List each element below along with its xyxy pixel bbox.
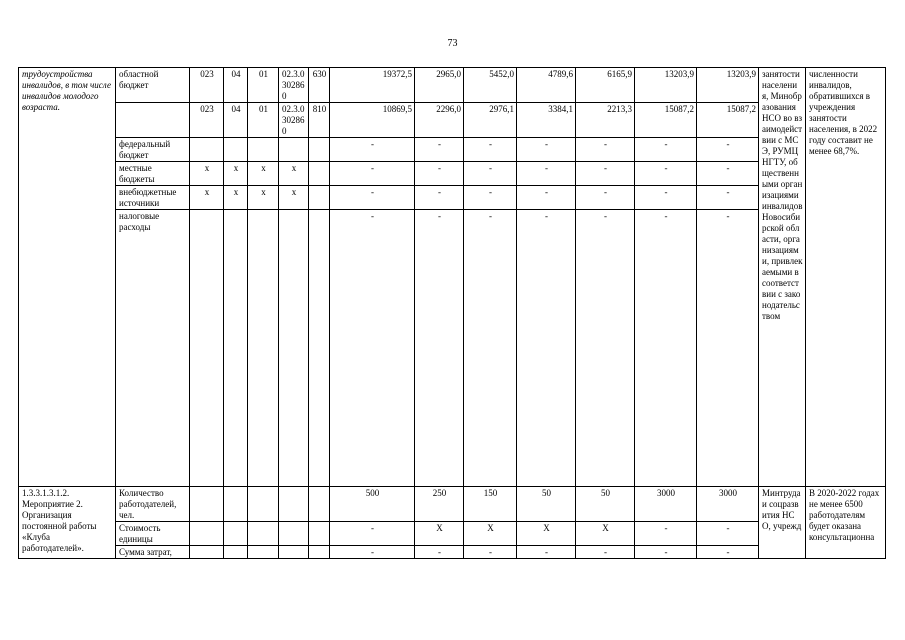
cell [190, 210, 224, 487]
cell: - [635, 162, 697, 186]
cell [190, 522, 224, 546]
cell: Х [576, 522, 635, 546]
cell: - [517, 138, 576, 162]
cell: х [190, 186, 224, 210]
cell [279, 546, 309, 559]
cell: х [279, 186, 309, 210]
cell: - [517, 186, 576, 210]
cell: х [190, 162, 224, 186]
cell: 6165,9 [576, 68, 635, 103]
executor: Минтруда и соцразвития НСО, учрежд [759, 487, 806, 559]
cell [279, 487, 309, 522]
indicator-label: Сумма затрат, [116, 546, 190, 559]
cell: - [517, 210, 576, 487]
cell: - [330, 210, 415, 487]
cell: 023 [190, 68, 224, 103]
cell: Х [517, 522, 576, 546]
cell: х [224, 162, 248, 186]
cell: - [415, 186, 464, 210]
cell: - [576, 210, 635, 487]
cell: 50 [576, 487, 635, 522]
table-row [19, 68, 886, 103]
funding-source: федеральный бюджет [116, 138, 190, 162]
indicator-label: Количество работодателей, чел. [116, 487, 190, 522]
funding-source: местные бюджеты [116, 162, 190, 186]
cell: - [635, 210, 697, 487]
cell: - [464, 210, 517, 487]
cell: - [517, 162, 576, 186]
cell: 3384,1 [517, 103, 576, 138]
table-row [19, 522, 886, 546]
cell: 01 [248, 103, 279, 138]
cell: - [697, 546, 759, 559]
cell: 2213,3 [576, 103, 635, 138]
cell [248, 138, 279, 162]
table-row [19, 186, 886, 210]
cell [279, 138, 309, 162]
table-row [19, 487, 886, 522]
table-row [19, 546, 886, 559]
measure-title: трудоустройства инвалидов, в том числе инвалидов молодого возраста. [19, 68, 116, 487]
cell: х [224, 186, 248, 210]
cell: 04 [224, 103, 248, 138]
cell: 13203,9 [697, 68, 759, 103]
table-row [19, 210, 886, 487]
cell: 023 [190, 103, 224, 138]
cell: - [415, 210, 464, 487]
cell: - [464, 546, 517, 559]
cell [190, 138, 224, 162]
cell: 02.3.0302860 [279, 68, 309, 103]
cell [190, 487, 224, 522]
cell: 4789,6 [517, 68, 576, 103]
cell [224, 522, 248, 546]
funding-source: налоговые расходы [116, 210, 190, 487]
cell: Х [415, 522, 464, 546]
cell: 01 [248, 68, 279, 103]
cell: Х [464, 522, 517, 546]
cell: 50 [517, 487, 576, 522]
cell: - [697, 162, 759, 186]
cell: 150 [464, 487, 517, 522]
cell: - [330, 138, 415, 162]
page-number: 73 [447, 38, 458, 49]
measure-title: 1.3.3.1.3.1.2. Мероприятие 2. Организация постоянной работы «Клуба работодателей». [19, 487, 116, 559]
funding-source: областной бюджет [116, 68, 190, 103]
table-row [19, 103, 886, 138]
cell [224, 210, 248, 487]
cell: - [464, 138, 517, 162]
table-row [19, 162, 886, 186]
cell [248, 522, 279, 546]
cell: - [635, 138, 697, 162]
cell: - [464, 162, 517, 186]
cell [224, 487, 248, 522]
cell: - [330, 546, 415, 559]
cell: - [576, 162, 635, 186]
cell: - [415, 138, 464, 162]
funding-source [116, 103, 190, 138]
cell: - [635, 522, 697, 546]
cell: - [697, 210, 759, 487]
cell: х [279, 162, 309, 186]
cell: х [248, 162, 279, 186]
cell [309, 138, 330, 162]
cell: х [248, 186, 279, 210]
cell [224, 546, 248, 559]
cell: 2965,0 [415, 68, 464, 103]
cell: - [576, 138, 635, 162]
table-row [19, 138, 886, 162]
cell [224, 138, 248, 162]
cell: 2976,1 [464, 103, 517, 138]
expected-result: численности инвалидов, обратившихся в учреждения занятости населения, в 2022 году составит не менее 68,7%. [806, 68, 886, 487]
program-table [18, 67, 886, 559]
cell: 15087,2 [697, 103, 759, 138]
cell: - [330, 522, 415, 546]
executor: занятости населения, Минобразования НСО во взаимодействии с МСЭ, РУМЦ НГТУ, общественными организациями инвалидов Новосибирской области, организациями, привлекаемыми в соответствии с законодательством [759, 68, 806, 487]
cell: - [415, 162, 464, 186]
cell: 2296,0 [415, 103, 464, 138]
cell: - [464, 186, 517, 210]
cell: - [330, 186, 415, 210]
cell [279, 210, 309, 487]
cell: - [576, 546, 635, 559]
cell [248, 210, 279, 487]
indicator-label: Стоимость единицы [116, 522, 190, 546]
cell: 500 [330, 487, 415, 522]
funding-source: внебюджетные источники [116, 186, 190, 210]
cell: - [517, 546, 576, 559]
cell: 04 [224, 68, 248, 103]
cell: 630 [309, 68, 330, 103]
cell: - [635, 186, 697, 210]
cell: - [415, 546, 464, 559]
cell: 13203,9 [635, 68, 697, 103]
cell [309, 487, 330, 522]
expected-result: В 2020-2022 годах не менее 6500 работодателям будет оказана консультационна [806, 487, 886, 559]
cell: - [697, 138, 759, 162]
cell [309, 186, 330, 210]
cell [248, 487, 279, 522]
cell: - [697, 522, 759, 546]
cell: - [635, 546, 697, 559]
cell: 02.3.0302860 [279, 103, 309, 138]
cell: 19372,5 [330, 68, 415, 103]
cell [309, 546, 330, 559]
cell: - [576, 186, 635, 210]
cell: - [330, 162, 415, 186]
cell [309, 162, 330, 186]
cell: 10869,5 [330, 103, 415, 138]
cell: 3000 [635, 487, 697, 522]
cell: 5452,0 [464, 68, 517, 103]
cell: 810 [309, 103, 330, 138]
cell [279, 522, 309, 546]
cell [190, 546, 224, 559]
cell: 15087,2 [635, 103, 697, 138]
cell: 3000 [697, 487, 759, 522]
cell [309, 210, 330, 487]
cell [248, 546, 279, 559]
cell: - [697, 186, 759, 210]
cell [309, 522, 330, 546]
cell: 250 [415, 487, 464, 522]
